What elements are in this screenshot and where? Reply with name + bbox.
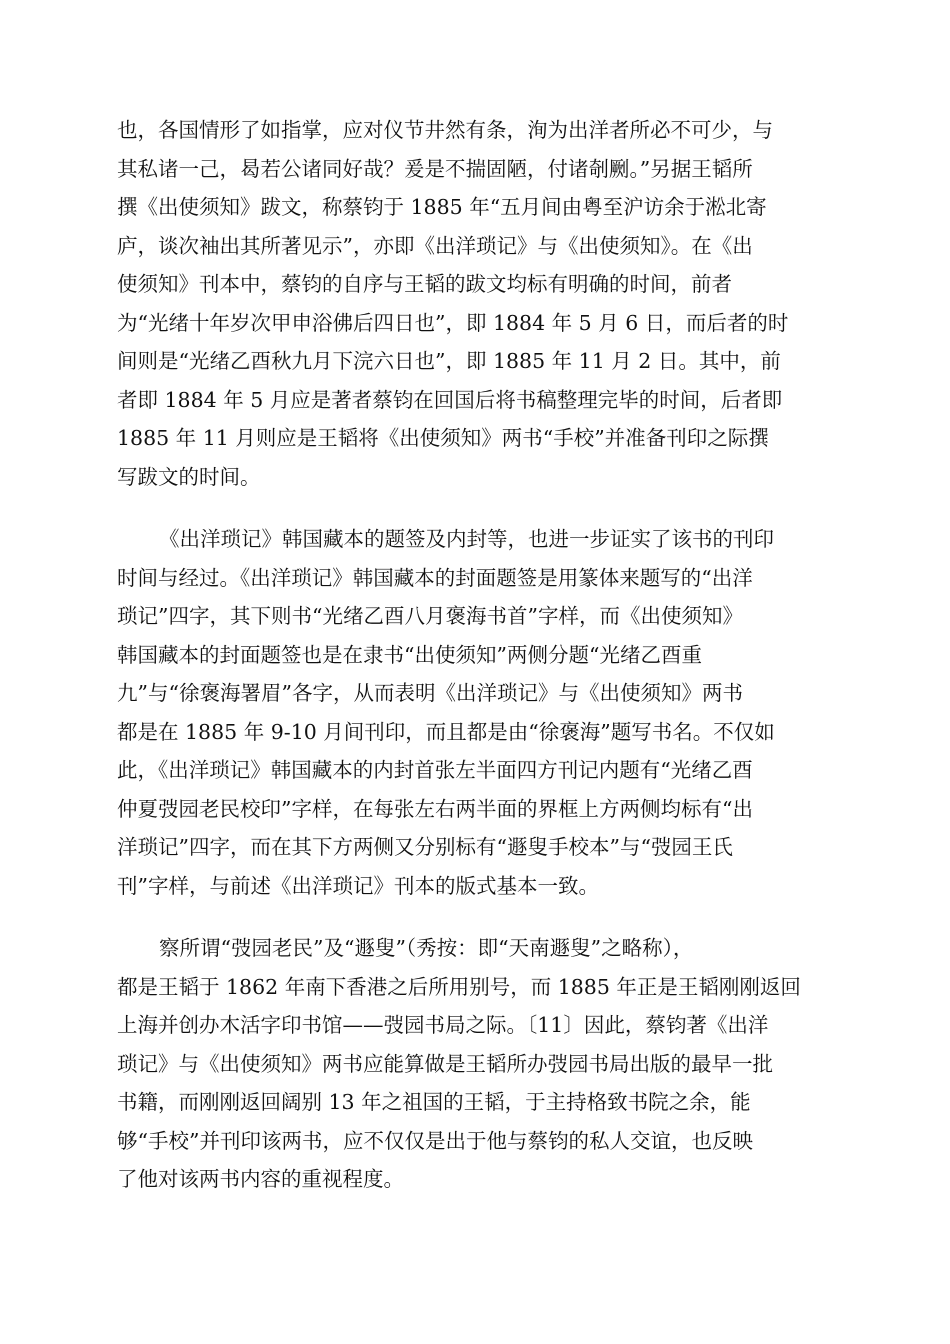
paragraph-1: 也，各国情形了如指掌，应对仪节井然有条，洵为出洋者所必不可少，与 其私诸一己，曷若公诸同好哉？爰是不揣固陋，付诸剞劂。”另据王韬所 撰《出使须知》跋文，称蔡钧于 1885 年“五月间由粤至沪访余于淞北寄 庐，谈次袖出其所著见示”，亦即《出洋琐记》与《出使须知》。在《出 使须知》刊本中，蔡钧的自序与王韬的跋文均标有明确的时间，前者 为“光绪十年岁次甲申浴佛后四日也”，即 1884 年 5 月 6 日，而后者的时 间则是“光绪乙酉秋九月下浣六日也”，即 1885 年 11 月 2 日。其中，前 者即 1884 年 5 月应是著者蔡钧在回国后将书稿整理完毕的时间，后者即 1885 年 11 月则应是王韬将《出使须知》两书“手校”并准备刊印之际撰 写跋文的时间。	[117, 118, 789, 489]
paragraph-2: 《出洋琐记》韩国藏本的题签及内封等，也进一步证实了该书的刊印 时间与经过。《出洋琐记》韩国藏本的封面题签是用篆体来题写的“出洋 琐记”四字，其下则书“光绪乙酉八月褒海书首”字样，而《出使须知》 韩国藏本的封面题签也是在隶书“出使须知”两侧分题“光绪乙酉重 九”与“徐褒海署眉”各字，从而表明《出洋琐记》与《出使须知》两书 都是在 1885 年 9-10 月间刊印，而且都是由“徐褒海”题写书名。不仅如 此，《出洋琐记》韩国藏本的内封首张左半面四方刊记内题有“光绪乙酉 仲夏弢园老民校印”字样，在每张左右两半面的界框上方两侧均标有“出 洋琐记”四字，而在其下方两侧又分别标有“遯叟手校本”与“弢园王氏 刊”字样，与前述《出洋琐记》刊本的版式基本一致。	[117, 527, 775, 898]
document-page	[117, 111, 837, 1199]
paragraph-3: 察所谓“弢园老民”及“遯叟”（秀按：即“天南遯叟”之略称）， 都是王韬于 1862 年南下香港之后所用别号，而 1885 年正是王韬刚刚返回 上海并创办木活字印书馆——弢园书局之际。〔11〕因此，蔡钧著《出洋 琐记》与《出使须知》两书应能算做是王韬所办弢园书局出版的最早一批 书籍，而刚刚返回阔别 13 年之祖国的王韬，于主持格致书院之余，能 够“手校”并刊印该两书，应不仅仅是出于他与蔡钧的私人交谊，也反映 了他对该两书内容的重视程度。	[117, 936, 801, 1191]
